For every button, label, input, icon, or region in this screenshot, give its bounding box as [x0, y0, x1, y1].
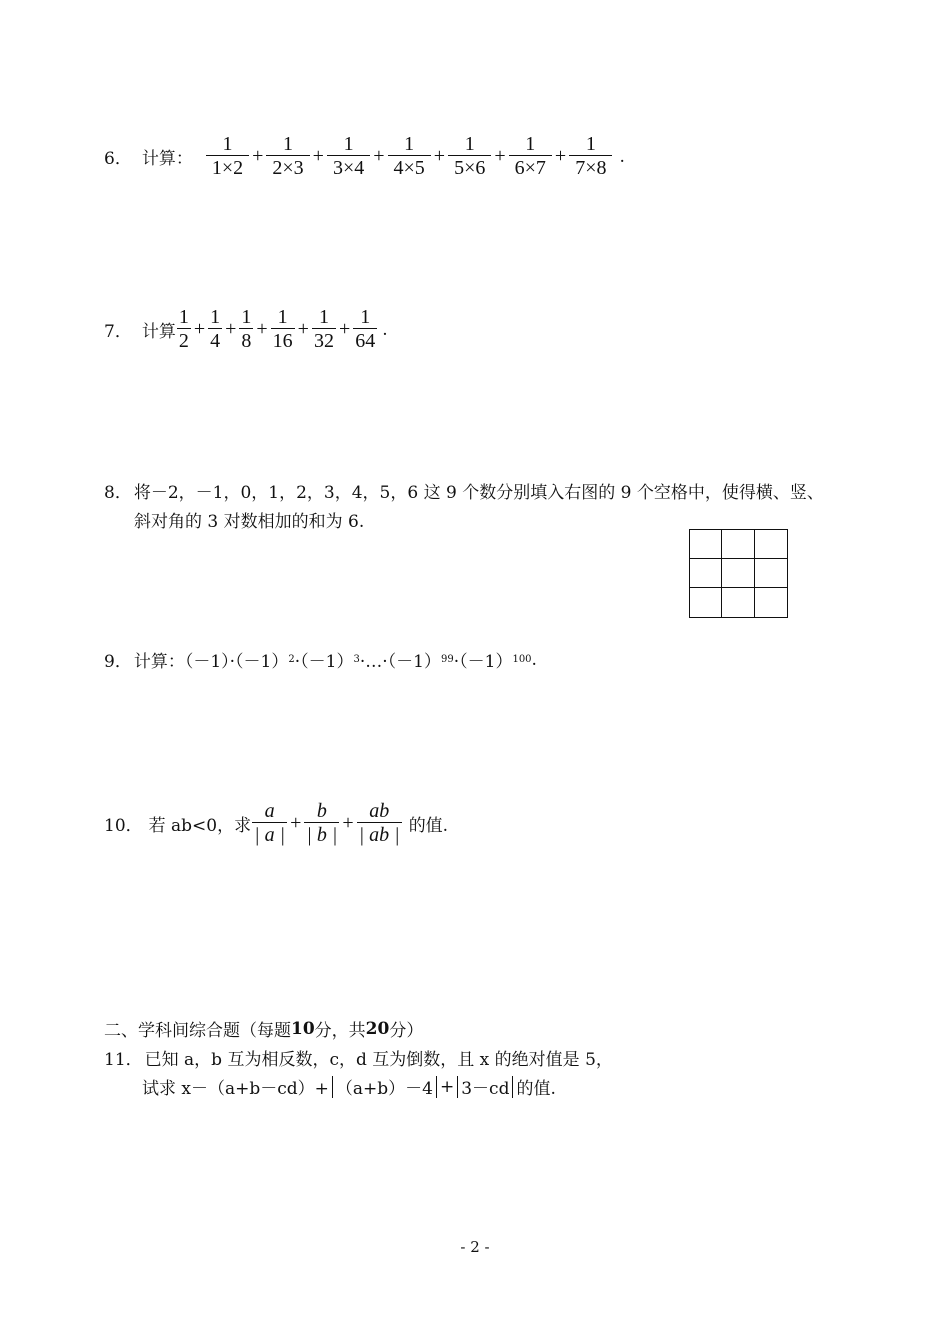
grid-cell — [755, 530, 787, 559]
numerator: 1 — [464, 133, 475, 155]
numerator: 1 — [343, 133, 354, 155]
fraction — [388, 133, 431, 180]
question-6 — [104, 133, 625, 180]
numerator: 1 — [585, 133, 596, 155]
denominator: | ab | — [358, 824, 400, 846]
plus-sign: + — [494, 145, 506, 167]
question-number: 9． — [104, 652, 132, 672]
question-8-line-2 — [134, 507, 364, 532]
numerator: 1 — [210, 306, 221, 328]
question-9 — [104, 647, 537, 672]
question-number: 11． — [104, 1050, 143, 1070]
denominator: 2 — [178, 330, 189, 352]
fraction — [448, 133, 491, 180]
fraction — [304, 800, 339, 847]
expression-part: ·（－1） — [294, 652, 354, 672]
plus-sign: + — [193, 318, 206, 340]
fraction — [239, 306, 253, 353]
absolute-value-bar — [457, 1076, 458, 1098]
question-number: 7． — [104, 322, 132, 342]
expression-part: （a+b）－4 — [335, 1079, 433, 1099]
denominator: 3×4 — [332, 157, 365, 179]
plus-sign: + — [338, 318, 351, 340]
exponent: 3 — [353, 654, 360, 665]
question-number: 10． — [104, 816, 143, 836]
question-11-line-1 — [104, 1045, 613, 1070]
grid-cell — [755, 559, 787, 588]
question-prompt: 计算： — [141, 149, 193, 169]
grid-cell — [690, 530, 722, 559]
denominator: 6×7 — [514, 157, 546, 179]
denominator: 4×5 — [393, 157, 425, 179]
question-7 — [104, 306, 388, 353]
heading-text: 分） — [389, 1021, 424, 1041]
numerator: a — [264, 800, 275, 822]
denominator: 8 — [241, 330, 252, 352]
denominator: 16 — [272, 330, 293, 352]
numerator: ab — [369, 800, 390, 822]
numerator: 1 — [277, 306, 288, 328]
fraction — [252, 800, 287, 847]
numerator: 1 — [360, 306, 371, 328]
heading-text: 二、学科间综合题（每题 — [104, 1021, 291, 1041]
numerator: 1 — [178, 306, 189, 328]
exponent: 99 — [440, 654, 454, 665]
numerator: b — [316, 800, 327, 822]
plus-sign: + — [342, 812, 354, 834]
plus-sign: + — [290, 812, 302, 834]
plus-sign: + — [433, 145, 446, 167]
fraction — [177, 306, 191, 353]
page-number: - 2 - — [460, 1238, 490, 1256]
period: . — [619, 146, 625, 167]
plus-sign: + — [373, 145, 385, 167]
plus-sign: + — [225, 318, 237, 340]
plus-sign: + — [252, 145, 264, 167]
fraction — [312, 306, 336, 353]
denominator: 7×8 — [575, 157, 607, 179]
question-prompt: 计算 — [141, 322, 176, 342]
expression-part: 计算：（－1）·（－1） — [133, 652, 289, 672]
plus-sign: + — [554, 145, 567, 167]
fraction — [569, 133, 612, 180]
question-number: 6． — [104, 149, 132, 169]
question-11-line-2 — [142, 1074, 556, 1099]
expression-part: 试求 x－（a+b－cd）+ — [142, 1079, 329, 1099]
expression-part: 3－cd — [461, 1079, 510, 1099]
absolute-value-bar — [512, 1076, 513, 1098]
question-number: 8． — [104, 483, 132, 503]
grid-cell — [722, 588, 754, 617]
numerator: 1 — [525, 133, 536, 155]
numerator: 1 — [404, 133, 415, 155]
question-8-line-1 — [104, 478, 824, 503]
denominator: 64 — [355, 330, 376, 352]
question-text: 斜对角的 3 对数相加的和为 6. — [134, 512, 365, 532]
period: . — [382, 319, 388, 340]
absolute-value-bar — [332, 1076, 333, 1098]
grid-cell — [722, 559, 754, 588]
question-text: 将－2，－1，0，1，2，3，4，5，6 这 9 个数分别填入右图的 9 个空格中，使得横、竖、 — [133, 483, 824, 503]
fraction — [353, 306, 377, 353]
section-heading — [104, 1016, 423, 1041]
fraction — [206, 133, 249, 180]
numerator: 1 — [222, 133, 233, 155]
question-suffix: 的值. — [516, 1079, 556, 1099]
expression-part: ·（－1） — [453, 652, 513, 672]
fraction — [271, 306, 295, 353]
question-text: 已知 a，b 互为相反数，c，d 互为倒数，且 x 的绝对值是 5， — [144, 1050, 613, 1070]
denominator: | b | — [306, 824, 338, 846]
plus-sign: + — [312, 145, 324, 167]
plus-sign: + — [297, 318, 309, 340]
grid-cell — [690, 588, 722, 617]
magic-square-grid — [689, 529, 788, 618]
question-suffix: 的值. — [408, 816, 449, 836]
heading-text: 分，共 — [314, 1021, 366, 1041]
fraction — [327, 133, 370, 180]
denominator: 2×3 — [272, 157, 304, 179]
expression-part: + — [439, 1076, 455, 1097]
expression-part: ·…·（－1） — [359, 652, 441, 672]
grid-cell — [690, 559, 722, 588]
fraction — [357, 800, 402, 847]
numerator: 1 — [318, 306, 329, 328]
plus-sign: + — [256, 318, 268, 340]
period: . — [531, 649, 537, 670]
denominator: | a | — [254, 824, 286, 846]
fraction — [266, 133, 309, 180]
denominator: 32 — [313, 330, 334, 352]
question-10 — [104, 800, 448, 847]
fraction — [208, 306, 222, 353]
grid-cell — [755, 588, 787, 617]
score-each: 10 — [291, 1018, 315, 1039]
denominator: 4 — [210, 330, 221, 352]
numerator: 1 — [283, 133, 294, 155]
fraction — [509, 133, 552, 180]
exponent: 100 — [512, 654, 532, 665]
numerator: 1 — [241, 306, 252, 328]
denominator: 5×6 — [454, 157, 486, 179]
question-prompt: 若 ab<0，求 — [148, 816, 252, 836]
score-total: 20 — [365, 1018, 390, 1039]
absolute-value-bar — [436, 1076, 437, 1098]
exponent: 2 — [288, 654, 295, 665]
denominator: 1×2 — [211, 157, 244, 179]
grid-cell — [722, 530, 754, 559]
